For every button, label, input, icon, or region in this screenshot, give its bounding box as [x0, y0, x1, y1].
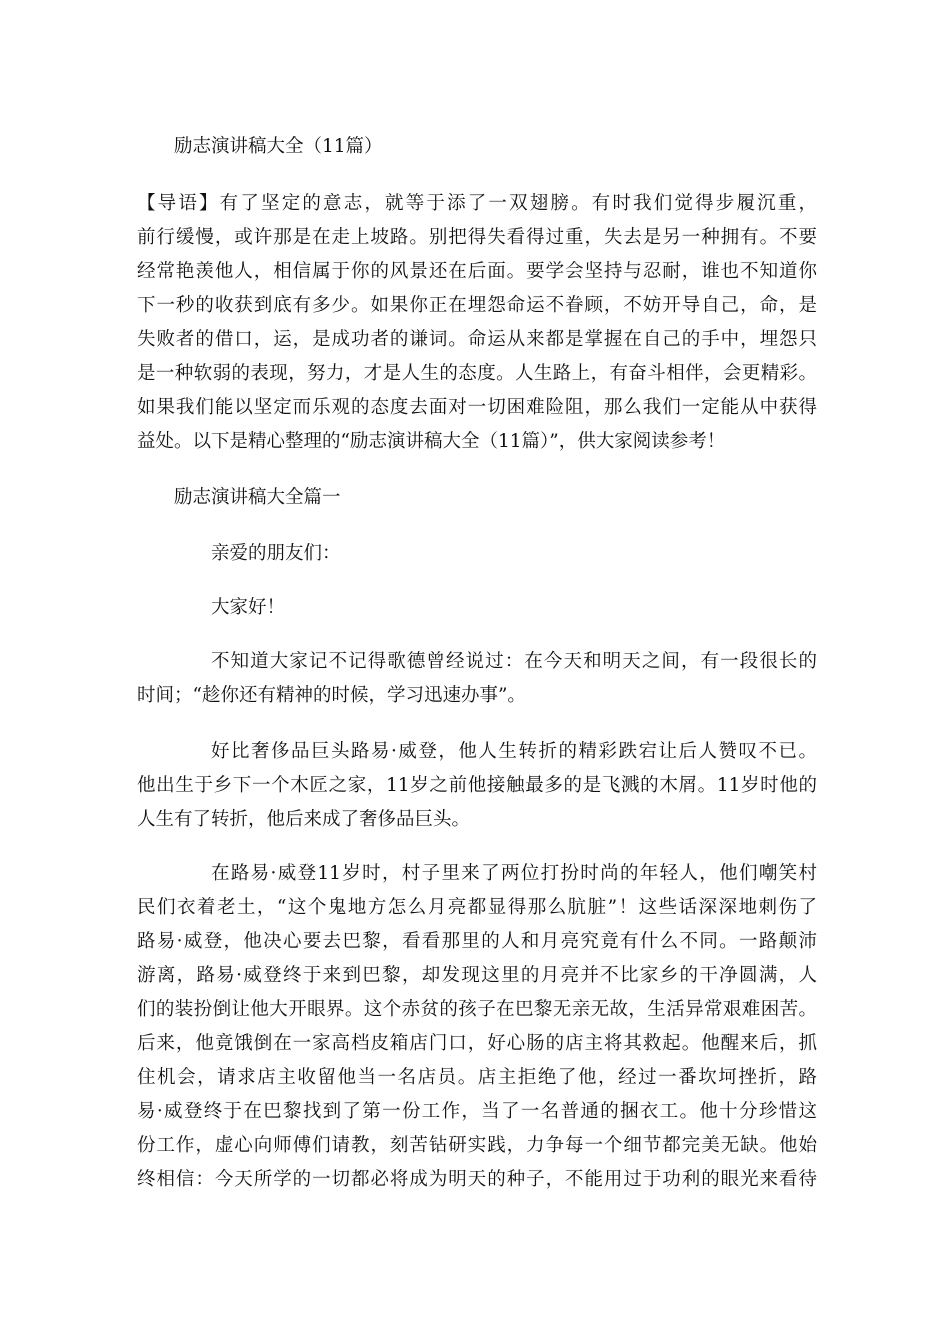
section-title: 励志演讲稿大全篇一	[174, 487, 341, 508]
paragraph-line: 路易·威登，他决心要去巴黎，看看那里的人和月亮究竟有什么不同。一路颠沛	[137, 931, 817, 952]
paragraph-line: 份工作，虚心向师傅们请教，刻苦钻研实践，力争每一个细节都完美无缺。他始	[137, 1135, 817, 1156]
paragraph-line: 不知道大家记不记得歌德曾经说过：在今天和明天之间，有一段很长的	[211, 651, 817, 672]
paragraph-line: 好比奢侈品巨头路易·威登，他人生转折的精彩跌宕让后人赞叹不已。	[211, 741, 817, 762]
document-title: 励志演讲稿大全（11篇）	[174, 136, 383, 157]
intro-line: 如果我们能以坚定而乐观的态度去面对一切困难险阻，那么我们一定能从中获得	[137, 397, 817, 418]
paragraph-line: 易·威登终于在巴黎找到了第一份工作，当了一名普通的捆衣工。他十分珍惜这	[137, 1101, 817, 1122]
greeting: 大家好！	[211, 597, 286, 618]
paragraph-line: 在路易·威登11岁时，村子里来了两位打扮时尚的年轻人，他们嘲笑村	[211, 863, 817, 884]
paragraph-line: 时间；“趁你还有精神的时候，学习迅速办事”。	[137, 685, 526, 706]
paragraph-line: 后来，他竟饿倒在一家高档皮箱店门口，好心肠的店主将其救起。他醒来后，抓	[137, 1033, 817, 1054]
intro-line: 【导语】有了坚定的意志，就等于添了一双翅膀。有时我们觉得步履沉重，	[137, 193, 817, 214]
intro-line: 益处。以下是精心整理的“励志演讲稿大全（11篇）”，供大家阅读参考！	[137, 431, 726, 452]
intro-line: 是一种软弱的表现，努力，才是人生的态度。人生路上，有奋斗相伴，会更精彩。	[137, 363, 817, 384]
paragraph-line: 们的装扮倒让他大开眼界。这个赤贫的孩子在巴黎无亲无故，生活异常艰难困苦。	[137, 999, 817, 1020]
paragraph-line: 他出生于乡下一个木匠之家，11岁之前他接触最多的是飞溅的木屑。11岁时他的	[137, 775, 817, 796]
intro-line: 失败者的借口，运，是成功者的谦词。命运从来都是掌握在自己的手中，埋怨只	[137, 329, 817, 350]
paragraph-line: 民们衣着老土，“这个鬼地方怎么月亮都显得那么肮脏”！这些话深深地刺伤了	[137, 897, 817, 918]
intro-line: 经常艳羡他人，相信属于你的风景还在后面。要学会坚持与忍耐，谁也不知道你	[137, 261, 817, 282]
paragraph-line: 人生有了转折，他后来成了奢侈品巨头。	[137, 809, 471, 830]
paragraph-line: 游离，路易·威登终于来到巴黎，却发现这里的月亮并不比家乡的干净圆满，人	[137, 965, 817, 986]
paragraph-line: 住机会，请求店主收留他当一名店员。店主拒绝了他，经过一番坎坷挫折，路	[137, 1067, 817, 1088]
salutation: 亲爱的朋友们：	[211, 543, 341, 564]
intro-line: 下一秒的收获到底有多少。如果你正在埋怨命运不眷顾，不妨开导自己，命，是	[137, 295, 817, 316]
intro-line: 前行缓慢，或许那是在走上坡路。别把得失看得过重，失去是另一种拥有。不要	[137, 227, 817, 248]
paragraph-line: 终相信：今天所学的一切都必将成为明天的种子，不能用过于功利的眼光来看待	[137, 1169, 817, 1190]
